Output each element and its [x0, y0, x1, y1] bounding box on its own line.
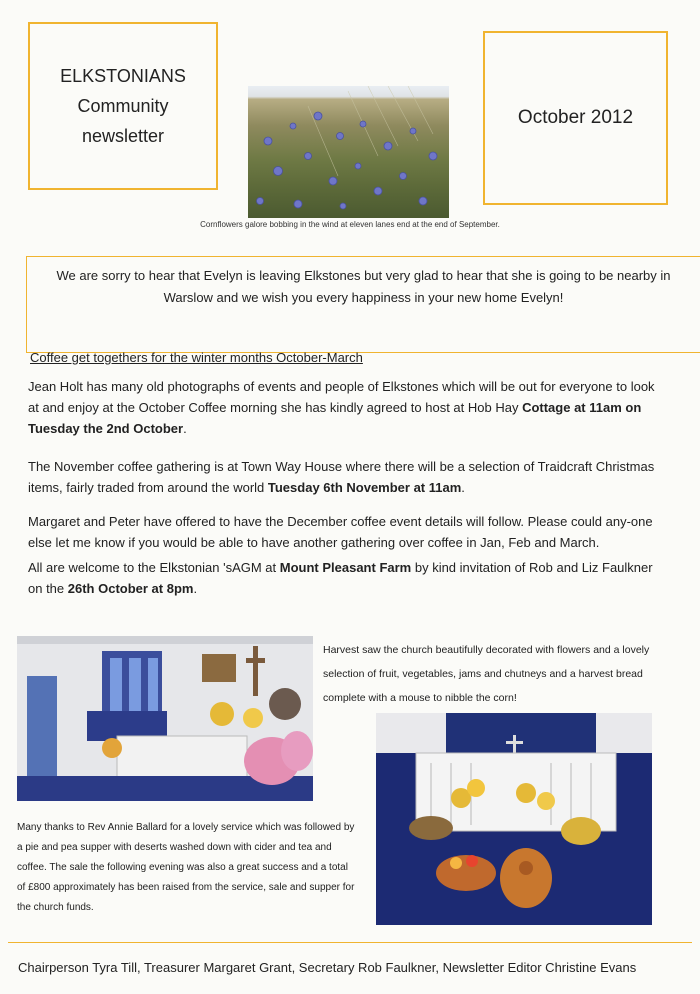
cornflowers-caption: Cornflowers galore bobbing in the wind at eleven lanes end at the end of September.	[200, 220, 500, 229]
title-line-3: newsletter	[81, 126, 165, 146]
title-line-2: Community	[77, 96, 169, 116]
evelyn-notice	[26, 256, 700, 353]
newsletter-title-box	[28, 22, 218, 190]
coffee-paragraph-november	[28, 456, 658, 498]
p4-bold2: 26th October at 8pm	[67, 581, 194, 596]
p4-b: by kind invitation of Rob and Liz Faulkner on the	[28, 560, 653, 596]
cornflowers-illustration	[248, 86, 449, 218]
church-interior-photo	[17, 636, 313, 801]
p4-a: All are welcome to the Elkstonian 'sAGM at	[28, 560, 280, 575]
agm-paragraph	[28, 557, 658, 599]
coffee-heading: Coffee get togethers for the winter months October-March	[30, 350, 363, 365]
p1-end: .	[183, 421, 187, 436]
issue-date-box	[483, 31, 668, 205]
notice-text: We are sorry to hear that Evelyn is leaving Elkstones but very glad to hear that she is going to be nearby in Warslow and we wish you every happiness in your new home Evelyn!	[56, 268, 671, 305]
church-interior-illustration	[17, 636, 313, 801]
harvest-altar-photo	[376, 713, 652, 925]
p2-end: .	[461, 480, 465, 495]
committee-footer: Chairperson Tyra Till, Treasurer Margaret Grant, Secretary Rob Faulkner, Newsletter Editor Christine Evans	[18, 960, 637, 975]
harvest-altar-illustration	[376, 713, 652, 925]
harvest-text: Harvest saw the church beautifully decorated with flowers and a lovely selection of fruit, vegetables, jams and chutneys and a harvest bread complete with a mouse to nibble the corn!	[323, 644, 650, 704]
p2-text: The November coffee gathering is at Town Way House where there will be a selection of Traidcraft Christmas items, fairly traded from around the world	[28, 459, 655, 495]
p1-text: Jean Holt has many old photographs of events and people of Elkstones which will be out for everyone to look at and enjoy at the October Coffee morning she has kindly agreed to host at Hob Hay	[28, 379, 655, 415]
cornflowers-photo	[248, 86, 449, 218]
p4-bold1: Mount Pleasant Farm	[279, 560, 412, 575]
title-line-1: ELKSTONIANS	[60, 66, 186, 86]
footer-divider	[8, 942, 692, 943]
p1-bold: Cottage at 11am on Tuesday the 2nd October	[28, 400, 642, 436]
coffee-paragraph-october	[28, 376, 658, 439]
issue-date: October 2012	[517, 107, 634, 128]
coffee-paragraph-december: Margaret and Peter have offered to have the December coffee event details will follow. Please could any-one else let me know if you would be able to have another gathering over coffee in Jan, Feb and March.	[28, 514, 653, 550]
p4-end: .	[193, 581, 198, 596]
thanks-text: Many thanks to Rev Annie Ballard for a lovely service which was followed by a pie and pea supper with deserts washed down with cider and tea and coffee. The sale the following evening was also a great success and a total of £800 approximately has been raised from the service, sale and supper for the church funds.	[17, 822, 355, 913]
p2-bold: Tuesday 6th November at 11am	[267, 480, 462, 495]
